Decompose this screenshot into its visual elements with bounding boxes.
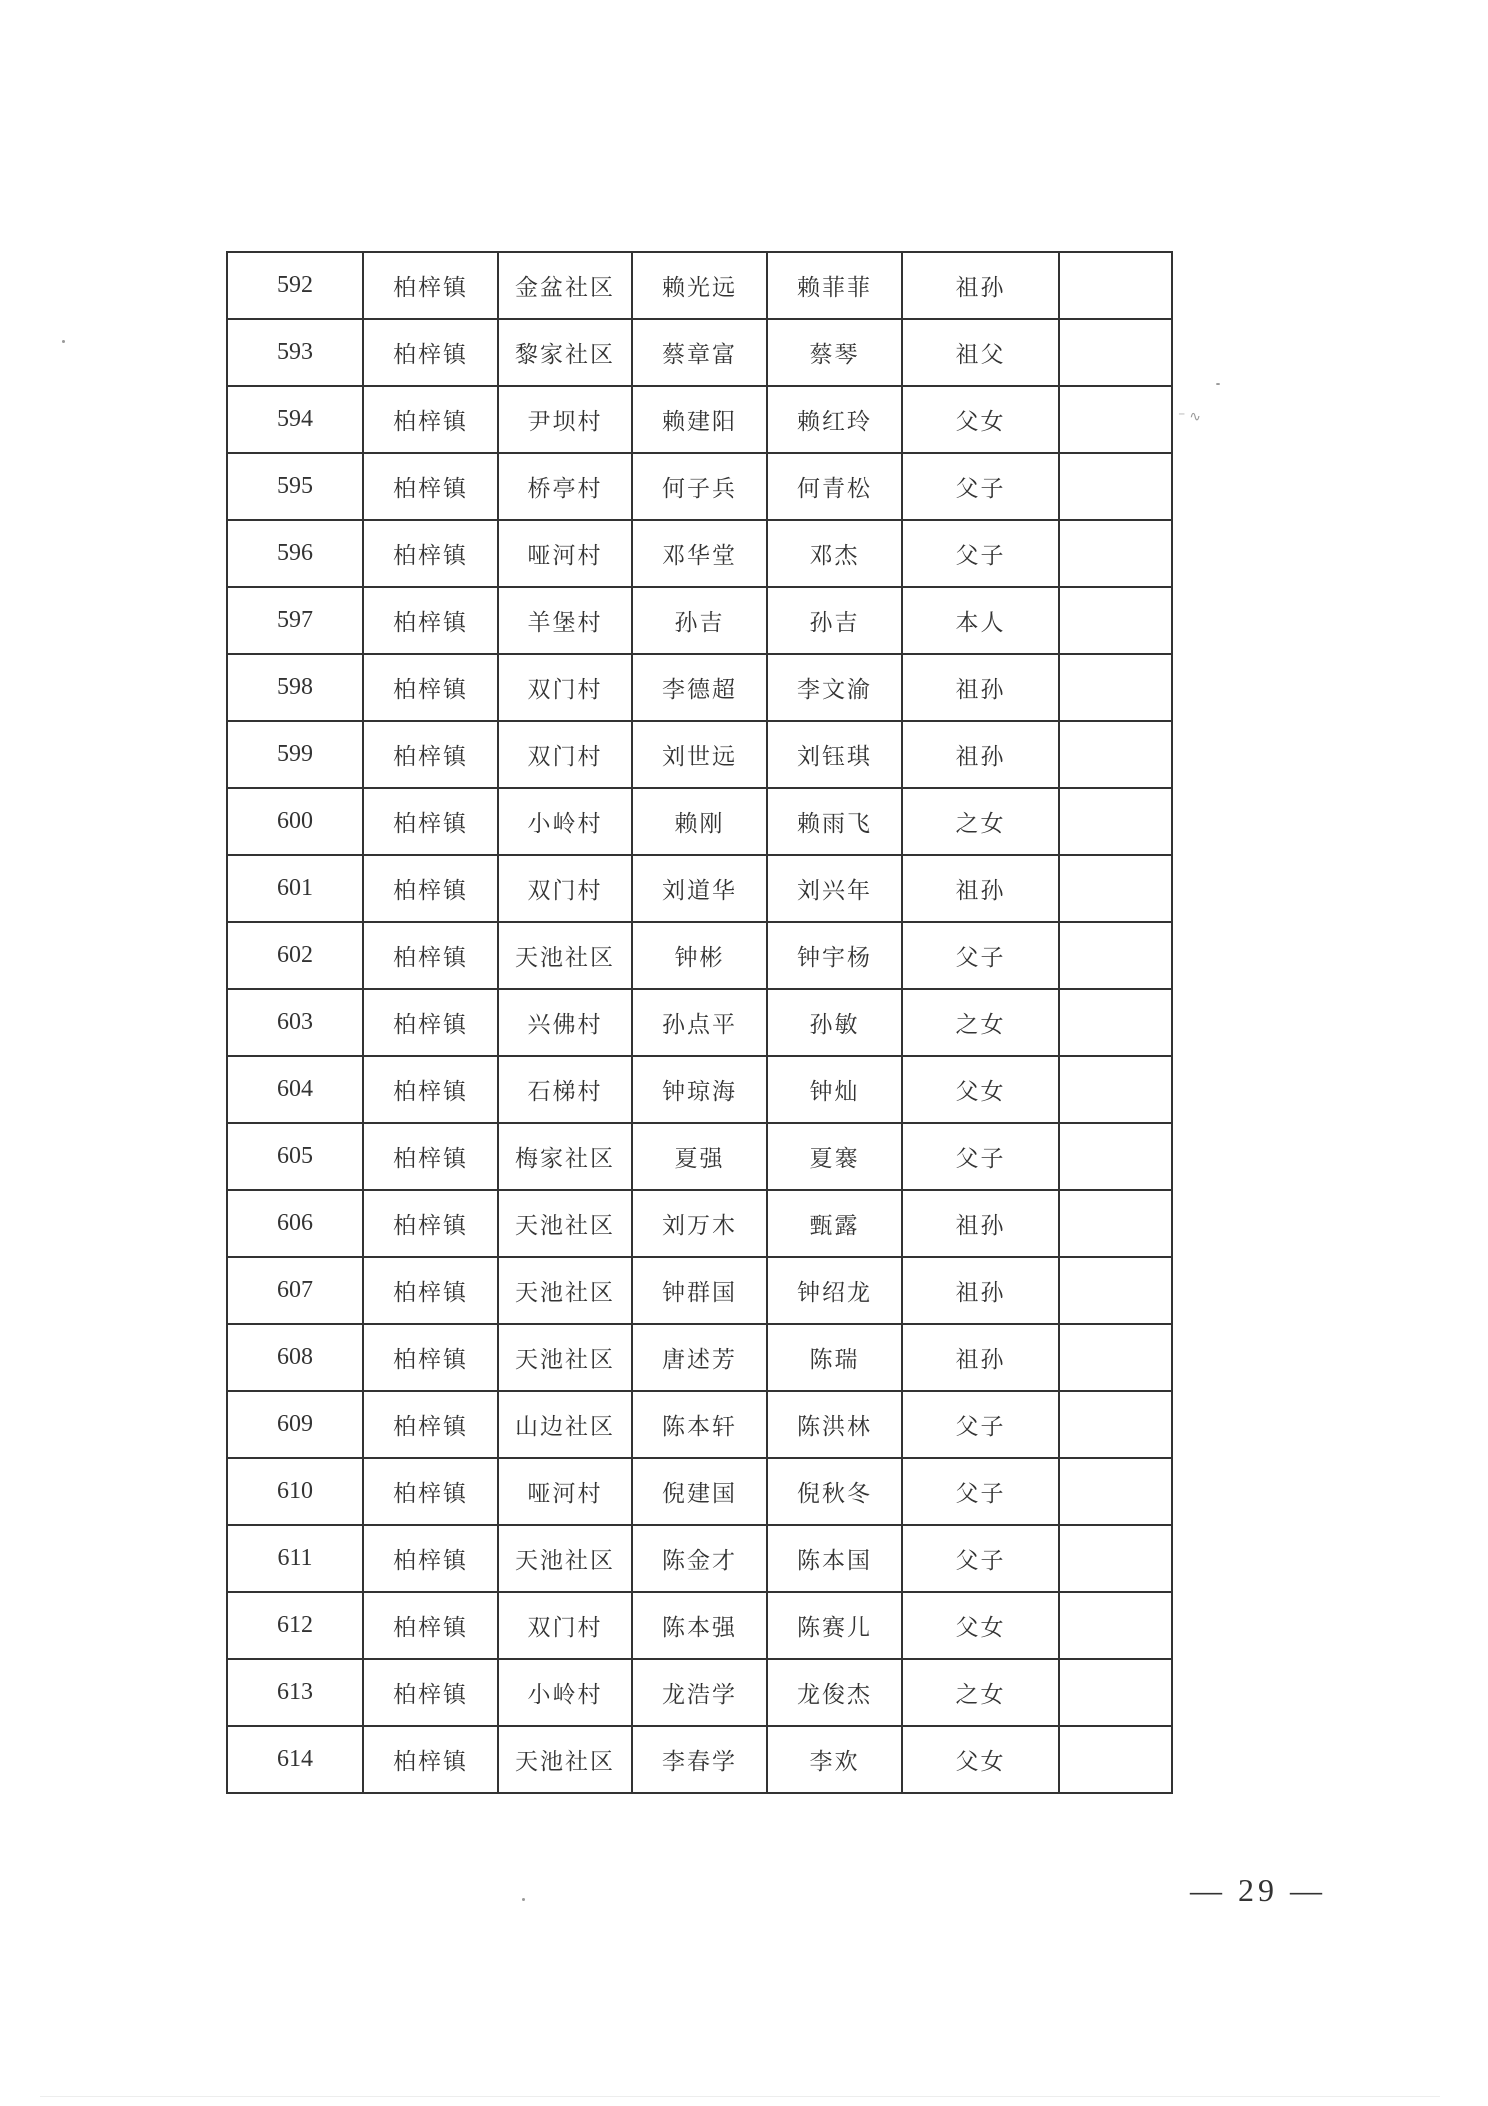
row-number-cell: 601 bbox=[227, 855, 363, 922]
relationship-cell: 祖孙 bbox=[902, 1257, 1059, 1324]
remarks-cell bbox=[1059, 453, 1172, 520]
relationship-cell: 父子 bbox=[902, 1458, 1059, 1525]
recipient-name-cell: 邓杰 bbox=[767, 520, 902, 587]
recipient-name-cell: 孙敏 bbox=[767, 989, 902, 1056]
scan-speck bbox=[1216, 383, 1220, 385]
table-row bbox=[227, 721, 1172, 788]
relationship-cell: 父子 bbox=[902, 453, 1059, 520]
table-row bbox=[227, 1659, 1172, 1726]
village-cell: 石梯村 bbox=[498, 1056, 632, 1123]
relationship-cell: 父子 bbox=[902, 922, 1059, 989]
table-row bbox=[227, 520, 1172, 587]
relationship-cell: 父子 bbox=[902, 1391, 1059, 1458]
row-number-cell: 603 bbox=[227, 989, 363, 1056]
relationship-cell: 祖孙 bbox=[902, 252, 1059, 319]
row-number-cell: 600 bbox=[227, 788, 363, 855]
village-cell: 哑河村 bbox=[498, 1458, 632, 1525]
applicant-name-cell: 钟彬 bbox=[632, 922, 767, 989]
applicant-name-cell: 孙点平 bbox=[632, 989, 767, 1056]
recipient-name-cell: 孙吉 bbox=[767, 587, 902, 654]
village-cell: 天池社区 bbox=[498, 1190, 632, 1257]
table-row bbox=[227, 1123, 1172, 1190]
row-number-cell: 608 bbox=[227, 1324, 363, 1391]
relationship-cell: 祖父 bbox=[902, 319, 1059, 386]
row-number-cell: 607 bbox=[227, 1257, 363, 1324]
recipient-name-cell: 赖菲菲 bbox=[767, 252, 902, 319]
remarks-cell bbox=[1059, 1592, 1172, 1659]
applicant-name-cell: 夏强 bbox=[632, 1123, 767, 1190]
row-number-cell: 609 bbox=[227, 1391, 363, 1458]
applicant-name-cell: 刘道华 bbox=[632, 855, 767, 922]
relationship-cell: 父子 bbox=[902, 1123, 1059, 1190]
row-number-cell: 612 bbox=[227, 1592, 363, 1659]
town-cell: 柏梓镇 bbox=[363, 1190, 498, 1257]
recipient-name-cell: 陈赛儿 bbox=[767, 1592, 902, 1659]
remarks-cell bbox=[1059, 721, 1172, 788]
row-number-cell: 605 bbox=[227, 1123, 363, 1190]
village-cell: 天池社区 bbox=[498, 1324, 632, 1391]
applicant-name-cell: 倪建国 bbox=[632, 1458, 767, 1525]
remarks-cell bbox=[1059, 1257, 1172, 1324]
remarks-cell bbox=[1059, 587, 1172, 654]
remarks-cell bbox=[1059, 1123, 1172, 1190]
row-number-cell: 595 bbox=[227, 453, 363, 520]
recipient-name-cell: 李欢 bbox=[767, 1726, 902, 1793]
town-cell: 柏梓镇 bbox=[363, 1592, 498, 1659]
village-cell: 天池社区 bbox=[498, 1525, 632, 1592]
applicant-name-cell: 唐述芳 bbox=[632, 1324, 767, 1391]
applicant-name-cell: 钟琼海 bbox=[632, 1056, 767, 1123]
village-cell: 山边社区 bbox=[498, 1391, 632, 1458]
table-row bbox=[227, 252, 1172, 319]
table-row bbox=[227, 1458, 1172, 1525]
town-cell: 柏梓镇 bbox=[363, 386, 498, 453]
relationship-cell: 祖孙 bbox=[902, 1190, 1059, 1257]
town-cell: 柏梓镇 bbox=[363, 654, 498, 721]
town-cell: 柏梓镇 bbox=[363, 1726, 498, 1793]
applicant-name-cell: 刘世远 bbox=[632, 721, 767, 788]
village-cell: 尹坝村 bbox=[498, 386, 632, 453]
table-row bbox=[227, 1525, 1172, 1592]
table-row bbox=[227, 989, 1172, 1056]
roster-body bbox=[227, 252, 1172, 1793]
scan-edge-line bbox=[40, 2096, 1440, 2097]
village-cell: 哑河村 bbox=[498, 520, 632, 587]
remarks-cell bbox=[1059, 788, 1172, 855]
town-cell: 柏梓镇 bbox=[363, 1056, 498, 1123]
village-cell: 梅家社区 bbox=[498, 1123, 632, 1190]
town-cell: 柏梓镇 bbox=[363, 788, 498, 855]
remarks-cell bbox=[1059, 1458, 1172, 1525]
applicant-name-cell: 钟群国 bbox=[632, 1257, 767, 1324]
village-cell: 双门村 bbox=[498, 855, 632, 922]
town-cell: 柏梓镇 bbox=[363, 989, 498, 1056]
remarks-cell bbox=[1059, 1056, 1172, 1123]
village-cell: 天池社区 bbox=[498, 1257, 632, 1324]
recipient-name-cell: 钟宇杨 bbox=[767, 922, 902, 989]
remarks-cell bbox=[1059, 520, 1172, 587]
village-cell: 羊堡村 bbox=[498, 587, 632, 654]
village-cell: 天池社区 bbox=[498, 1726, 632, 1793]
town-cell: 柏梓镇 bbox=[363, 1391, 498, 1458]
relationship-cell: 祖孙 bbox=[902, 855, 1059, 922]
recipient-name-cell: 钟绍龙 bbox=[767, 1257, 902, 1324]
applicant-name-cell: 李春学 bbox=[632, 1726, 767, 1793]
row-number-cell: 593 bbox=[227, 319, 363, 386]
table-row bbox=[227, 922, 1172, 989]
recipient-name-cell: 刘钰琪 bbox=[767, 721, 902, 788]
town-cell: 柏梓镇 bbox=[363, 520, 498, 587]
recipient-name-cell: 陈瑞 bbox=[767, 1324, 902, 1391]
recipient-name-cell: 钟灿 bbox=[767, 1056, 902, 1123]
remarks-cell bbox=[1059, 654, 1172, 721]
remarks-cell bbox=[1059, 1190, 1172, 1257]
remarks-cell bbox=[1059, 386, 1172, 453]
relationship-cell: 父子 bbox=[902, 1525, 1059, 1592]
relationship-cell: 父女 bbox=[902, 1056, 1059, 1123]
scan-speck bbox=[522, 1898, 525, 1901]
town-cell: 柏梓镇 bbox=[363, 1324, 498, 1391]
row-number-cell: 598 bbox=[227, 654, 363, 721]
applicant-name-cell: 蔡章富 bbox=[632, 319, 767, 386]
town-cell: 柏梓镇 bbox=[363, 922, 498, 989]
table-row bbox=[227, 1190, 1172, 1257]
recipient-name-cell: 赖雨飞 bbox=[767, 788, 902, 855]
village-cell: 双门村 bbox=[498, 1592, 632, 1659]
table-row bbox=[227, 453, 1172, 520]
row-number-cell: 614 bbox=[227, 1726, 363, 1793]
row-number-cell: 606 bbox=[227, 1190, 363, 1257]
town-cell: 柏梓镇 bbox=[363, 1525, 498, 1592]
village-cell: 兴佛村 bbox=[498, 989, 632, 1056]
remarks-cell bbox=[1059, 1525, 1172, 1592]
applicant-name-cell: 陈本轩 bbox=[632, 1391, 767, 1458]
remarks-cell bbox=[1059, 1726, 1172, 1793]
village-cell: 桥亭村 bbox=[498, 453, 632, 520]
recipient-name-cell: 蔡琴 bbox=[767, 319, 902, 386]
remarks-cell bbox=[1059, 252, 1172, 319]
row-number-cell: 602 bbox=[227, 922, 363, 989]
row-number-cell: 597 bbox=[227, 587, 363, 654]
town-cell: 柏梓镇 bbox=[363, 587, 498, 654]
recipient-name-cell: 李文渝 bbox=[767, 654, 902, 721]
town-cell: 柏梓镇 bbox=[363, 1257, 498, 1324]
applicant-name-cell: 陈金才 bbox=[632, 1525, 767, 1592]
relationship-cell: 之女 bbox=[902, 989, 1059, 1056]
recipient-name-cell: 夏褰 bbox=[767, 1123, 902, 1190]
village-cell: 小岭村 bbox=[498, 1659, 632, 1726]
remarks-cell bbox=[1059, 922, 1172, 989]
row-number-cell: 592 bbox=[227, 252, 363, 319]
relationship-cell: 父子 bbox=[902, 520, 1059, 587]
village-cell: 双门村 bbox=[498, 654, 632, 721]
relationship-cell: 父女 bbox=[902, 1726, 1059, 1793]
table-row bbox=[227, 654, 1172, 721]
relationship-cell: 父女 bbox=[902, 386, 1059, 453]
village-cell: 金盆社区 bbox=[498, 252, 632, 319]
table-row bbox=[227, 1257, 1172, 1324]
remarks-cell bbox=[1059, 989, 1172, 1056]
applicant-name-cell: 陈本强 bbox=[632, 1592, 767, 1659]
relationship-cell: 本人 bbox=[902, 587, 1059, 654]
recipient-name-cell: 陈洪林 bbox=[767, 1391, 902, 1458]
relationship-cell: 父女 bbox=[902, 1592, 1059, 1659]
town-cell: 柏梓镇 bbox=[363, 1458, 498, 1525]
recipient-name-cell: 甄露 bbox=[767, 1190, 902, 1257]
row-number-cell: 596 bbox=[227, 520, 363, 587]
applicant-name-cell: 孙吉 bbox=[632, 587, 767, 654]
town-cell: 柏梓镇 bbox=[363, 1123, 498, 1190]
town-cell: 柏梓镇 bbox=[363, 721, 498, 788]
village-cell: 小岭村 bbox=[498, 788, 632, 855]
applicant-name-cell: 刘万木 bbox=[632, 1190, 767, 1257]
roster-table bbox=[226, 251, 1173, 1794]
remarks-cell bbox=[1059, 1324, 1172, 1391]
town-cell: 柏梓镇 bbox=[363, 855, 498, 922]
town-cell: 柏梓镇 bbox=[363, 252, 498, 319]
remarks-cell bbox=[1059, 855, 1172, 922]
table-row bbox=[227, 1726, 1172, 1793]
row-number-cell: 611 bbox=[227, 1525, 363, 1592]
applicant-name-cell: 赖光远 bbox=[632, 252, 767, 319]
recipient-name-cell: 龙俊杰 bbox=[767, 1659, 902, 1726]
recipient-name-cell: 陈本国 bbox=[767, 1525, 902, 1592]
remarks-cell bbox=[1059, 1659, 1172, 1726]
table-row bbox=[227, 1391, 1172, 1458]
table-row bbox=[227, 1056, 1172, 1123]
scan-speck bbox=[62, 340, 65, 343]
recipient-name-cell: 何青松 bbox=[767, 453, 902, 520]
village-cell: 黎家社区 bbox=[498, 319, 632, 386]
row-number-cell: 594 bbox=[227, 386, 363, 453]
table-row bbox=[227, 788, 1172, 855]
applicant-name-cell: 赖刚 bbox=[632, 788, 767, 855]
row-number-cell: 599 bbox=[227, 721, 363, 788]
recipient-name-cell: 刘兴年 bbox=[767, 855, 902, 922]
remarks-cell bbox=[1059, 1391, 1172, 1458]
remarks-cell bbox=[1059, 319, 1172, 386]
relationship-cell: 祖孙 bbox=[902, 721, 1059, 788]
relationship-cell: 之女 bbox=[902, 788, 1059, 855]
table-row bbox=[227, 1324, 1172, 1391]
table-row bbox=[227, 855, 1172, 922]
table-row bbox=[227, 319, 1172, 386]
town-cell: 柏梓镇 bbox=[363, 319, 498, 386]
recipient-name-cell: 倪秋冬 bbox=[767, 1458, 902, 1525]
row-number-cell: 610 bbox=[227, 1458, 363, 1525]
recipient-name-cell: 赖红玲 bbox=[767, 386, 902, 453]
applicant-name-cell: 何子兵 bbox=[632, 453, 767, 520]
margin-mark: ⁻ ∿ bbox=[1178, 408, 1202, 424]
table-row bbox=[227, 587, 1172, 654]
applicant-name-cell: 李德超 bbox=[632, 654, 767, 721]
page-number: — 29 — bbox=[1190, 1872, 1326, 1908]
table-row bbox=[227, 1592, 1172, 1659]
applicant-name-cell: 龙浩学 bbox=[632, 1659, 767, 1726]
applicant-name-cell: 邓华堂 bbox=[632, 520, 767, 587]
relationship-cell: 祖孙 bbox=[902, 654, 1059, 721]
village-cell: 双门村 bbox=[498, 721, 632, 788]
relationship-cell: 之女 bbox=[902, 1659, 1059, 1726]
village-cell: 天池社区 bbox=[498, 922, 632, 989]
town-cell: 柏梓镇 bbox=[363, 453, 498, 520]
row-number-cell: 613 bbox=[227, 1659, 363, 1726]
applicant-name-cell: 赖建阳 bbox=[632, 386, 767, 453]
table-row bbox=[227, 386, 1172, 453]
town-cell: 柏梓镇 bbox=[363, 1659, 498, 1726]
relationship-cell: 祖孙 bbox=[902, 1324, 1059, 1391]
row-number-cell: 604 bbox=[227, 1056, 363, 1123]
